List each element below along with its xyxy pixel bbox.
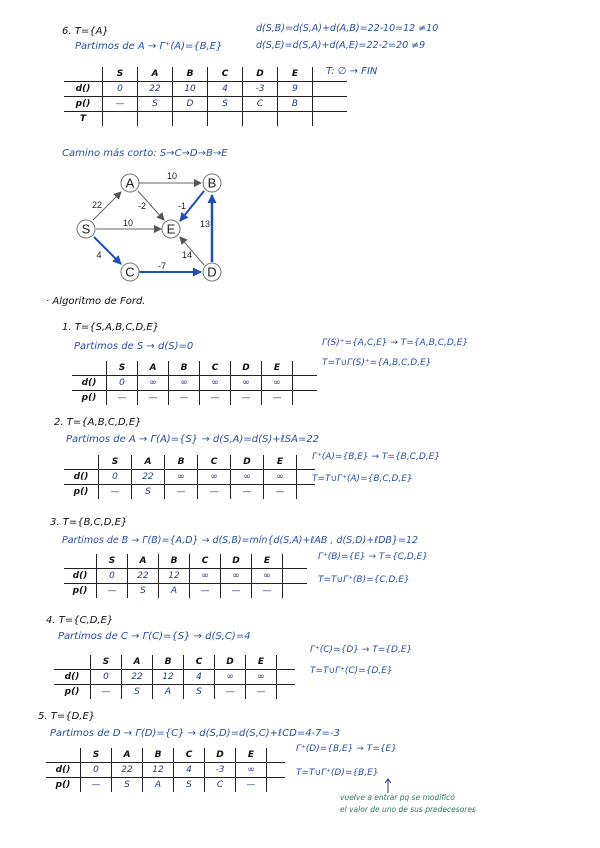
step6-branch2: d(S,E)=d(S,A)+d(A,E)=22-2=20 ≠9: [256, 40, 426, 51]
edge-label-A-E: -2: [137, 201, 147, 211]
edge-label-A-B: 10: [166, 171, 178, 181]
cell: —: [252, 584, 283, 599]
step5-line1: Partimos de D → Γ(D)={C} → d(S,D)=d(S,C)+ℓCD=4-7=-3: [50, 728, 340, 739]
svg-text:E: E: [166, 221, 176, 237]
col-header: B: [173, 67, 208, 82]
cell: ∞: [231, 376, 262, 391]
row-label: p(): [64, 485, 99, 500]
cell: [208, 112, 243, 127]
col-header: E: [236, 748, 267, 763]
table-row: [64, 97, 347, 112]
cell: 0: [81, 763, 112, 778]
step6-line1: Partimos de A → Γ⁺(A)={B,E}: [75, 41, 223, 52]
up-arrow-icon: [383, 778, 393, 794]
cell: —: [190, 584, 221, 599]
col-header: S: [81, 748, 112, 763]
cell: [103, 112, 138, 127]
step3-side2: T=T∪Γ⁺(B)={C,D,E}: [318, 575, 410, 585]
cell: ∞: [236, 763, 267, 778]
cell: ∞: [231, 470, 264, 485]
ford-title: · Algoritmo de Ford.: [46, 296, 146, 307]
cell: S: [184, 685, 215, 700]
cell: —: [264, 485, 297, 500]
cell: A: [153, 685, 184, 700]
step5-note2: el valor de uno de sus predecesores: [340, 805, 476, 814]
col-header: C: [174, 748, 205, 763]
node-E: [162, 220, 180, 238]
cell: —: [198, 485, 231, 500]
cell: S: [138, 97, 173, 112]
cell: 10: [173, 82, 208, 97]
edge-label-D-E: 14: [181, 250, 193, 260]
col-header: B: [159, 554, 190, 569]
col-header: C: [208, 67, 243, 82]
cell: —: [138, 391, 169, 406]
cell: —: [165, 485, 198, 500]
step1-side2: T=T∪Γ(S)⁺={A,B,C,D,E}: [322, 358, 432, 368]
table-row: [64, 485, 315, 500]
cell: S: [208, 97, 243, 112]
row-label: T: [64, 112, 103, 127]
graph-diagram: [60, 165, 240, 285]
step3-side1: Γ⁺(B)={E} → T={C,D,E}: [318, 552, 429, 562]
node-D: [203, 263, 221, 281]
cell: ∞: [252, 569, 283, 584]
cell: 22: [132, 470, 165, 485]
svg-text:B: B: [207, 175, 217, 191]
table-row: [64, 112, 347, 127]
row-label: p(): [54, 685, 91, 700]
cell: ∞: [138, 376, 169, 391]
cell: A: [143, 778, 174, 793]
edge-label-D-B: 13: [199, 219, 211, 229]
col-header: D: [231, 455, 264, 470]
cell: —: [169, 391, 200, 406]
col-header: A: [132, 455, 165, 470]
step2-line1: Partimos de A → Γ(A)={S} → d(S,A)=d(S)+ℓSA=22: [66, 434, 320, 445]
row-label: d(): [46, 763, 81, 778]
step2-title: 2. T={A,B,C,D,E}: [54, 417, 142, 428]
cell: 4: [174, 763, 205, 778]
step2-side2: T=T∪Γ⁺(A)={B,C,D,E}: [312, 474, 413, 484]
col-header: D: [231, 361, 262, 376]
cell: ∞: [190, 569, 221, 584]
col-header: E: [262, 361, 293, 376]
cell: S: [112, 778, 143, 793]
step6-branch1: d(S,B)=d(S,A)+d(A,B)=22-10=12 ≠10: [256, 23, 439, 34]
col-header: S: [99, 455, 132, 470]
row-label: d(): [54, 670, 91, 685]
node-B: [203, 174, 221, 192]
table-row: [72, 376, 317, 391]
step1-table: [72, 361, 317, 405]
cell: —: [200, 391, 231, 406]
step5-side2: T=T∪Γ⁺(D)={B,E}: [296, 768, 379, 778]
step4-line1: Partimos de C → Γ(C)={S} → d(S,C)=4: [58, 631, 251, 642]
cell: —: [231, 391, 262, 406]
edge-label-S-E: 10: [122, 218, 134, 228]
cell: —: [215, 685, 246, 700]
cell: —: [246, 685, 277, 700]
cell: —: [262, 391, 293, 406]
col-header: E: [252, 554, 283, 569]
cell: 12: [143, 763, 174, 778]
step5-note1: vuelve a entrar pq se modificó: [340, 793, 455, 802]
cell: —: [97, 584, 128, 599]
cell: S: [122, 685, 153, 700]
col-header: B: [153, 655, 184, 670]
table-row: [64, 584, 307, 599]
cell: ∞: [198, 470, 231, 485]
step6-table: [64, 67, 347, 126]
step1-line1: Partimos de S → d(S)=0: [74, 341, 194, 352]
shortest-path: Camino más corto: S→C→D→B→E: [62, 148, 228, 159]
table-row: [54, 670, 295, 685]
cell: S: [128, 584, 159, 599]
col-header: S: [91, 655, 122, 670]
col-header: A: [112, 748, 143, 763]
col-header: S: [103, 67, 138, 82]
step6-result: T: ∅ → FIN: [326, 66, 378, 77]
cell: A: [159, 584, 190, 599]
step6-title: 6. T={A}: [62, 26, 109, 37]
cell: B: [278, 97, 313, 112]
cell: C: [243, 97, 278, 112]
node-C: [121, 263, 139, 281]
cell: 0: [91, 670, 122, 685]
cell: C: [205, 778, 236, 793]
cell: S: [132, 485, 165, 500]
row-label: d(): [64, 569, 97, 584]
col-header: E: [246, 655, 277, 670]
cell: [138, 112, 173, 127]
cell: ∞: [246, 670, 277, 685]
cell: —: [231, 485, 264, 500]
cell: 12: [159, 569, 190, 584]
col-header: A: [122, 655, 153, 670]
edge-label-C-D: -7: [157, 261, 167, 271]
col-header: A: [138, 361, 169, 376]
step3-table: [64, 554, 307, 598]
cell: ∞: [169, 376, 200, 391]
cell: 0: [107, 376, 138, 391]
step5-table: [46, 748, 285, 792]
col-header: S: [107, 361, 138, 376]
cell: [243, 112, 278, 127]
step3-line1: Partimos de B → Γ(B)={A,D} → d(S,B)=mín{d(S,A)+ℓAB , d(S,D)+ℓDB}=12: [62, 535, 419, 546]
table-row: [72, 391, 317, 406]
col-header: B: [143, 748, 174, 763]
cell: —: [236, 778, 267, 793]
col-header: B: [165, 455, 198, 470]
cell: -3: [205, 763, 236, 778]
cell: 0: [99, 470, 132, 485]
col-header: D: [243, 67, 278, 82]
table-row: [64, 82, 347, 97]
cell: 4: [208, 82, 243, 97]
step5-title: 5. T={D,E}: [38, 711, 96, 722]
svg-text:S: S: [81, 221, 91, 237]
cell: 9: [278, 82, 313, 97]
edge-label-S-A: 22: [91, 200, 103, 210]
cell: ∞: [165, 470, 198, 485]
col-header: C: [200, 361, 231, 376]
col-header: D: [215, 655, 246, 670]
cell: —: [91, 685, 122, 700]
step4-table: [54, 655, 295, 699]
cell: 4: [184, 670, 215, 685]
col-header: C: [190, 554, 221, 569]
col-header: C: [184, 655, 215, 670]
step1-title: 1. T={S,A,B,C,D,E}: [62, 322, 160, 333]
row-label: d(): [64, 470, 99, 485]
table-row: [46, 778, 285, 793]
cell: —: [99, 485, 132, 500]
cell: [278, 112, 313, 127]
cell: ∞: [262, 376, 293, 391]
svg-text:A: A: [125, 175, 135, 191]
table-row: [46, 763, 285, 778]
cell: 22: [112, 763, 143, 778]
row-label: p(): [64, 584, 97, 599]
cell: [173, 112, 208, 127]
cell: ∞: [221, 569, 252, 584]
step4-side2: T=T∪Γ⁺(C)={D,E}: [310, 666, 393, 676]
table-row: [54, 685, 295, 700]
col-header: E: [264, 455, 297, 470]
row-label: d(): [64, 82, 103, 97]
edge-label-S-C: 4: [96, 250, 102, 260]
edge-label-B-E: -1: [177, 201, 187, 211]
col-header: E: [278, 67, 313, 82]
cell: 22: [122, 670, 153, 685]
col-header: C: [198, 455, 231, 470]
cell: ∞: [264, 470, 297, 485]
cell: —: [107, 391, 138, 406]
step4-title: 4. T={C,D,E}: [46, 615, 114, 626]
cell: ∞: [200, 376, 231, 391]
step3-title: 3. T={B,C,D,E}: [50, 517, 128, 528]
cell: 0: [97, 569, 128, 584]
cell: D: [173, 97, 208, 112]
row-label: p(): [72, 391, 107, 406]
col-header: B: [169, 361, 200, 376]
col-header: S: [97, 554, 128, 569]
table-row: [64, 569, 307, 584]
row-label: p(): [64, 97, 103, 112]
svg-text:C: C: [125, 264, 135, 280]
step5-side1: Γ⁺(D)={B,E} → T={E}: [296, 744, 397, 754]
svg-text:D: D: [207, 264, 217, 280]
node-A: [121, 174, 139, 192]
step4-side1: Γ⁺(C)={D} → T={D,E}: [310, 645, 413, 655]
cell: 22: [128, 569, 159, 584]
col-header: A: [128, 554, 159, 569]
node-S: [77, 220, 95, 238]
step2-table: [64, 455, 315, 499]
col-header: A: [138, 67, 173, 82]
cell: ∞: [215, 670, 246, 685]
cell: 0: [103, 82, 138, 97]
table-row: [64, 470, 315, 485]
cell: —: [81, 778, 112, 793]
cell: 22: [138, 82, 173, 97]
cell: 12: [153, 670, 184, 685]
row-label: d(): [72, 376, 107, 391]
cell: —: [221, 584, 252, 599]
step2-side1: Γ⁺(A)={B,E} → T={B,C,D,E}: [312, 452, 441, 462]
col-header: D: [221, 554, 252, 569]
cell: S: [174, 778, 205, 793]
step1-side1: Γ(S)⁺={A,C,E} → T={A,B,C,D,E}: [322, 338, 469, 348]
cell: -3: [243, 82, 278, 97]
col-header: D: [205, 748, 236, 763]
cell: —: [103, 97, 138, 112]
row-label: p(): [46, 778, 81, 793]
